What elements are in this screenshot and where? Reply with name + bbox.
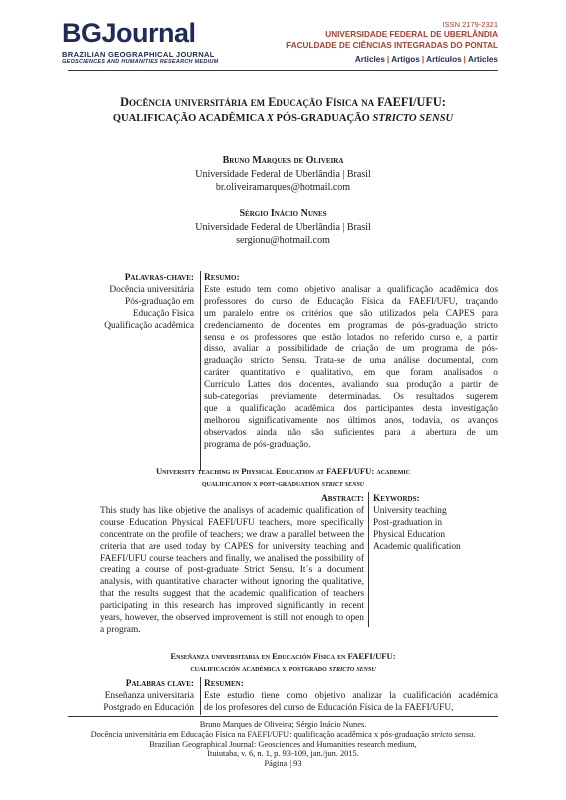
abstract-line: concentrate on the profile of teachers; we draw a parallel between the	[100, 529, 364, 540]
abstract-line: FAEFI/UFU course teachers and finally, we analised the possibility of	[100, 553, 364, 564]
abstract-heading: Resumo:	[204, 273, 240, 283]
keywords-heading: Keywords:	[373, 494, 420, 504]
en-divider	[368, 492, 369, 627]
abstract-line: melhorou significativamente nos últimos anos, todavia, os avanços	[204, 415, 498, 426]
keywords-heading: Palavras-chave:	[124, 273, 194, 283]
abstract-line: um paralelo entre os critérios que são utilizados pela CAPES para	[204, 308, 498, 319]
abstract-line: sub-categorias previamente determinadas. Os resultados sugerem	[204, 392, 498, 403]
abstract-line: Este estudio tiene como objetivo analizar la cualificación académica	[204, 690, 498, 701]
keyword: Postgrado en Educación	[103, 702, 194, 713]
keywords-heading: Palabras clave:	[125, 679, 194, 689]
author-block	[100, 154, 466, 195]
page-number: Página | 93	[264, 759, 302, 769]
abstract-line: programa de pós-graduação.	[204, 439, 311, 450]
abstract-line: criteria that are used today by CAPES for university teaching and	[100, 541, 364, 552]
header-divider	[68, 70, 498, 71]
article-type: Articles	[467, 55, 498, 64]
article-types: Articles | Artigos | Artículos | Articles	[354, 55, 498, 64]
en-abstract	[100, 494, 364, 637]
paper-title: Docência universitária em Educação Física na FAEFI/UFU:	[120, 95, 446, 109]
es-title: Enseñanza universitaria en Educación Física en FAEFI/UFU: cualificación académica x postgrado stricto sensu	[170, 651, 396, 673]
abstract-line: course Education Physical FAEFI/UFU teachers, more specifically	[100, 517, 364, 528]
author-email[interactable]: br.oliveiramarques@hotmail.com	[215, 182, 351, 193]
abstract-line: This study has like objetive the analisys of academic qualification of	[100, 505, 364, 516]
journal-logo-subtitle: BRAZILIAN GEOGRAPHICAL JOURNAL	[62, 50, 215, 59]
es-keywords	[68, 679, 194, 715]
author-affiliation: Universidade Federal de Uberlândia | Brasil	[195, 168, 371, 180]
footer-divider	[68, 716, 498, 717]
keyword: Academic qualification	[373, 541, 461, 552]
article-type: Artículos	[426, 55, 462, 64]
author-block	[100, 207, 466, 248]
citation-footer: Bruno Marques de Oliveira; Sérgio Inácio Nunes. Docência universitária em Educação Física na FAEFI/UFU: qualificação acadêmica x pós-graduação stricto sensu. Brazilian Geographical Journal: Geosciences and Humanities research medium, Ituiutaba, v. 6, n. 1, p. 93-109, jan./jun. 2015. Página | 93	[60, 720, 506, 769]
abstract-heading: Resumen:	[204, 679, 244, 689]
abstract-line: graduação stricto Sensu. Trata-se de uma análise documental, com	[204, 356, 498, 367]
abstract-line: disso, avaliar a possibilidade de criação de um programa de pós-	[204, 344, 498, 355]
abstract-line: observados ainda não são suficientes para a abertura de um	[204, 427, 498, 438]
keyword: Educação Física	[132, 308, 194, 319]
author-name: Bruno Marques de Oliveira	[222, 155, 344, 166]
keyword: Physical Education	[373, 529, 446, 540]
es-divider	[200, 677, 201, 715]
keyword: Docência universitária	[109, 284, 194, 295]
university-name: UNIVERSIDADE FEDERAL DE UBERLÂNDIA	[325, 30, 498, 39]
en-title: University teaching in Physical Education at FAEFI/UFU: academic qualification x post-graduation strict sensu	[155, 466, 411, 488]
abstract-line: that the results suggest that the academic qualification of teachers	[100, 589, 364, 600]
keyword: Pós-graduação em	[125, 296, 194, 307]
author-email[interactable]: sergionu@hotmail.com	[236, 235, 330, 246]
abstract-line: creating a course of post-graduate Strict Sensu. It´s a document	[100, 565, 364, 576]
article-type: Articles	[354, 55, 385, 64]
abstract-line: sensu e os professores que estão lotados no referido curso e, a partir	[204, 332, 498, 343]
abstract-line: professores do curso de Educação Física da FAEFI/UFU, traçando	[204, 296, 498, 307]
keyword: Qualificação acadêmica	[104, 320, 194, 331]
author-name: Sérgio Inácio Nunes	[239, 208, 327, 219]
abstract-line: credenciamento de docentes em programas de pós-graduação stricto	[204, 320, 498, 331]
pt-abstract	[204, 273, 498, 452]
paper-subtitle: QUALIFICAÇÃO ACADÊMICA X PÓS-GRADUAÇÃO STRICTO SENSU	[112, 113, 454, 124]
author-affiliation: Universidade Federal de Uberlândia | Brasil	[195, 221, 371, 233]
article-type: Artigos	[391, 55, 420, 64]
journal-logo-tagline: GEOSCIENCES AND HUMANITIES RESEARCH MEDIUM	[62, 59, 219, 65]
abstract-line: years, however, the observed improvement is still not enough to open	[100, 613, 364, 624]
abstract-line: a program.	[100, 624, 141, 635]
keyword: Enseñanza universitaria	[104, 690, 194, 701]
abstract-line: caráter quantitativo e qualitativo, em que foram analisados o	[204, 368, 498, 379]
abstract-line: de los profesores del curso de Educación Física de la FAEFI/UFU,	[204, 702, 454, 713]
faculty-name: FACULDADE DE CIÊNCIAS INTEGRADAS DO PONTAL	[286, 41, 498, 50]
abstract-heading: Abstract:	[321, 494, 364, 504]
es-abstract	[204, 679, 498, 715]
issn: ISSN 2179-2321	[442, 20, 498, 29]
abstract-line: Este estudo tem como objetivo analisar a qualificação acadêmica dos	[204, 284, 498, 295]
en-keywords	[373, 494, 493, 554]
abstract-line: analysis, with quantitative character without ignoring the qualitative,	[100, 577, 364, 588]
abstract-line: participating in this research has improved significantly in recent	[100, 601, 364, 612]
pt-keywords	[68, 273, 194, 333]
abstract-line: que a qualificação acadêmica dos participantes desta investigação	[204, 403, 498, 414]
journal-logo: BGJournal	[62, 18, 196, 48]
keyword: University teaching	[373, 505, 447, 516]
abstract-line: Currículo Lattes dos docentes, avaliando sua produção a partir de	[204, 380, 498, 391]
keyword: Post-graduation in	[373, 517, 443, 528]
pt-divider	[200, 271, 201, 471]
